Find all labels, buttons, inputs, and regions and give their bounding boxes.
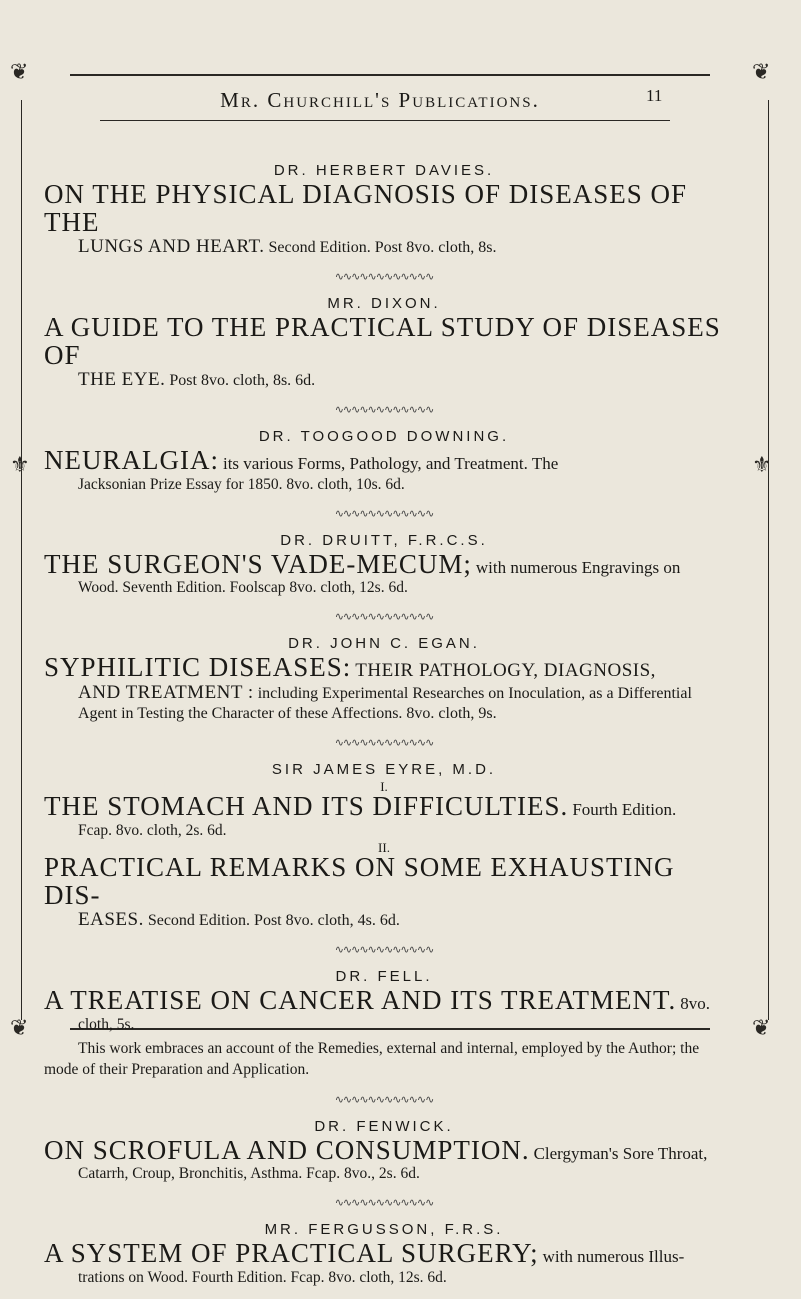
book-description: This work embraces an account of the Remedies, external and internal, employed by the Author; the mode of their Preparation and Application. [44,1039,700,1078]
list-item [44,162,724,258]
right-rule [768,100,769,1020]
list-item [44,761,724,931]
list-item [44,1118,724,1185]
list-item [44,635,724,724]
book-title-continued: Clergyman's Sore Throat, [533,1143,708,1163]
book-details: trations on Wood. Fourth Edition. Fcap. 8vo. cloth, 12s. 6d. [78,1268,447,1286]
book-subtitle: LUNGS AND HEART. [78,236,265,258]
floral-ornament-icon: ❦ [10,60,29,85]
book-details: Catarrh, Croup, Bronchitis, Asthma. Fcap. 8vo., 2s. 6d. [78,1165,420,1183]
book-details: Fcap. 8vo. cloth, 2s. 6d. [78,822,227,839]
book-title: ON THE PHYSICAL DIAGNOSIS OF DISEASES OF THE [44,179,688,237]
book-title-continued: 8vo. [680,994,711,1014]
squiggle-rule: ∿∿∿∿∿∿∿∿∿∿∿∿ [334,943,434,957]
book-title: PRACTICAL REMARKS ON SOME EXHAUSTING DIS- [44,852,675,910]
book-details: cloth, 5s. [78,1015,135,1033]
top-rule [70,74,710,76]
book-details: Second Edition. Post 8vo. cloth, 8s. [268,239,497,257]
floral-ornament-icon: ❦ [752,60,771,85]
work-numeral: I. [380,779,388,795]
author-name: MR. FERGUSSON, F.R.S. [264,1221,504,1239]
work-numeral: II. [378,840,390,856]
book-title: A SYSTEM OF PRACTICAL SURGERY; [44,1238,539,1269]
squiggle-rule: ∿∿∿∿∿∿∿∿∿∿∿∿ [334,270,434,284]
author-name: DR. HERBERT DAVIES. [273,162,495,179]
squiggle-rule: ∿∿∿∿∿∿∿∿∿∿∿∿ [334,506,434,520]
book-title-continued: with numerous Illus- [542,1247,685,1267]
book-details: including Experimental Researches on Inoculation, as a Differential Agent in Testing the Character of these Affections. 8vo. cloth, 9s. [78,685,692,723]
author-name: MR. DIXON. [327,295,441,313]
publication-list [44,162,724,1288]
book-title: NEURALGIA: [44,445,219,476]
squiggle-rule: ∿∿∿∿∿∿∿∿∿∿∿∿ [334,403,434,417]
book-title: THE STOMACH AND ITS DIFFICULTIES. [44,791,569,822]
book-details: Post 8vo. cloth, 8s. 6d. [169,372,316,390]
book-subtitle: THE EYE. [78,369,166,391]
list-item [44,532,724,599]
author-name: DR. TOOGOOD DOWNING. [258,428,510,446]
floral-ornament-icon: ⚜ [10,453,30,478]
floral-ornament-icon: ⚜ [752,453,772,478]
author-name: DR. DRUITT, F.R.C.S. [280,531,488,549]
book-title-continued: its various Forms, Pathology, and Treatment. The [222,454,559,474]
author-name: SIR JAMES EYRE, M.D. [271,761,497,779]
author-name: DR. JOHN C. EGAN. [288,635,480,653]
book-title-continued: Fourth Edition. [572,800,677,820]
running-title: Mr. Churchill's Publications. [220,88,540,112]
book-subtitle: AND TREATMENT : [78,682,254,704]
book-title-continued: THEIR PATHOLOGY, DIAGNOSIS, [355,660,656,682]
book-title: A TREATISE ON CANCER AND ITS TREATMENT. [44,985,677,1016]
left-rule [21,100,22,1020]
floral-ornament-icon: ❦ [752,1016,771,1041]
book-details: Jacksonian Prize Essay for 1850. 8vo. cloth, 10s. 6d. [78,475,405,493]
book-title-continued: with numerous Engravings on [475,557,681,577]
list-item [44,968,724,1081]
squiggle-rule: ∿∿∿∿∿∿∿∿∿∿∿∿ [334,736,434,750]
squiggle-rule: ∿∿∿∿∿∿∿∿∿∿∿∿ [334,1092,434,1106]
book-details: Second Edition. Post 8vo. cloth, 4s. 6d. [147,912,400,930]
squiggle-rule: ∿∿∿∿∿∿∿∿∿∿∿∿ [334,610,434,624]
book-title: THE SURGEON'S VADE-MECUM; [44,548,472,579]
author-name: DR. FENWICK. [314,1117,454,1135]
list-item [44,1221,724,1288]
book-title: SYPHILITIC DISEASES: [44,652,352,683]
squiggle-rule: ∿∿∿∿∿∿∿∿∿∿∿∿ [334,1196,434,1210]
list-item [44,295,724,391]
list-item [44,428,724,495]
book-title: A GUIDE TO THE PRACTICAL STUDY OF DISEASES OF [44,312,721,370]
book-details: Wood. Seventh Edition. Foolscap 8vo. cloth, 12s. 6d. [78,579,408,597]
header-rule [100,120,670,121]
book-title: ON SCROFULA AND CONSUMPTION. [44,1134,530,1165]
author-name: DR. FELL. [335,968,433,986]
page-number: 11 [646,86,663,105]
floral-ornament-icon: ❦ [10,1016,29,1041]
book-subtitle: EASES. [78,909,144,931]
